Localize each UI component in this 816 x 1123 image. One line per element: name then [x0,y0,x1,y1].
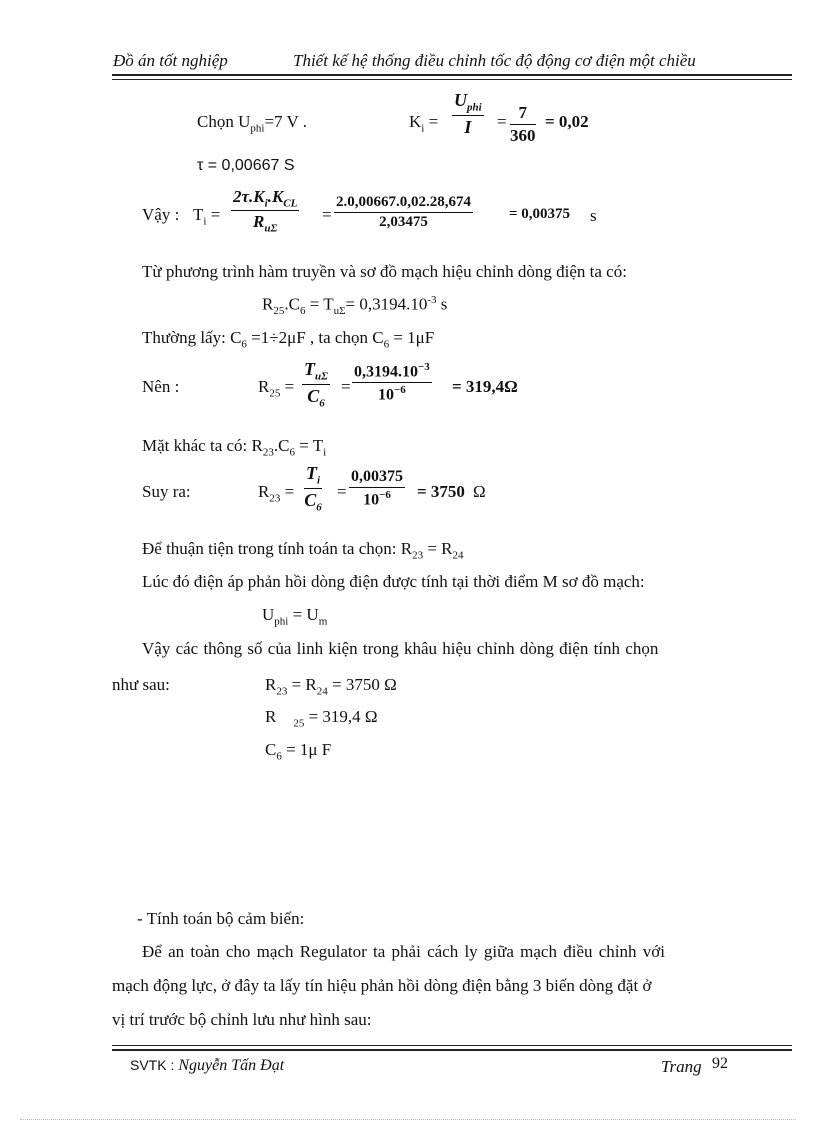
footer-page-number: 92 [712,1055,728,1072]
footer-rule-thin [112,1045,792,1046]
ti-fraction-symbolic: $2\tau.K_i.K_{CL}$ $R_{u\Sigma}$ [233,187,298,235]
header-rule-thin [112,79,792,80]
r23-r24-choice: Để thuận tiện trong tính toán ta chọn: $R_{23} = R_{24}$ [142,539,464,562]
r25-equals: = [341,377,351,396]
ki-equals: = [497,112,507,131]
r25-fraction-symbolic: $T_{u\Sigma}$ $C_6$ [304,359,328,410]
r25-lhs: $R_{25}$ = [258,377,295,400]
header-title: Thiết kế hệ thống điều chỉnh tốc độ động cơ điện một chiều [293,51,696,70]
uphi-um-equation: $U_{phi} = U_m$ [262,605,328,628]
r23-c6-relation: Mặt khác ta có: $R_{23}.C_6 = T_i$ [142,436,327,459]
nhusau-label: như sau: [112,675,170,694]
result-r23-r24: $R_{23} = R_{24} = 3750$ Ω [265,675,397,698]
footer-author: SVTK : Nguyễn Tấn Đạt [130,1057,285,1074]
c6-selection: Thường lấy: $C_6 =1\div 2\mu F$ , ta chọn $C_6 = 1\mu F$ [142,328,435,351]
ti-unit: s [590,206,597,225]
footer-page-label: Trang [661,1057,702,1076]
vay-label: Vậy : [142,205,180,224]
ti-equals: = [322,205,332,224]
para-feedback-voltage: Lúc đó điện áp phản hồi dòng điện được tính tại thời điểm M sơ đồ mạch: [142,572,645,591]
para-transfer-function: Từ phương trình hàm truyền và sơ đồ mạch hiệu chỉnh dòng điện ta có: [142,262,627,281]
tau-line: τ = 0,00667 S [197,157,295,174]
header-rule-thick [112,74,792,76]
para-isolation-line3: vị trí trước bộ chỉnh lưu như hình sau: [112,1010,372,1029]
choose-uphi: Chọn $U_{phi}=7$ V . [197,112,307,135]
header-doc-type: Đồ án tốt nghiệp [113,51,228,70]
r23-equals: = [337,482,347,501]
nen-label: Nên : [142,377,180,396]
r23-unit: Ω [473,482,486,501]
ki-fraction-numeric: $\frac{7}{360}$ [510,103,536,145]
r23-fraction-symbolic: $\frac{T_i}{C_6}$ [304,463,322,514]
ki-result: = 0,02 [545,112,589,131]
footer-rule-thick [112,1049,792,1051]
r25-result: = 319,4Ω [452,377,518,396]
r25-c6-equation: $R_{25}.C_6 = T_{u\Sigma}= 0,3194.10^{-3}$ s [262,294,448,318]
bottom-dotted-border [20,1119,796,1120]
suyra-label: Suy ra: [142,482,191,501]
ki-fraction-symbolic: $U_{phi}$ I [454,90,482,137]
ti-fraction-numeric: $\frac{2.0,00667.0,02.28,674}{2,03475}$ [336,194,471,230]
r23-result: = 3750 [417,482,465,501]
r25-fraction-numeric: $\frac{0,3194.10^{-3}}{10^{-6}}$ [354,361,430,404]
ti-lhs: $T_i$ = [193,205,221,228]
ki-lhs: $K_i$ = [409,112,439,135]
result-c6: $C_6 = 1\mu$ F [265,740,332,763]
result-r25: R $_{25}$ = 319,4 Ω [265,707,378,730]
para-component-summary: Vậy các thông số của linh kiện trong khâu hiệu chỉnh dòng điện tính chọn [142,639,659,658]
para-isolation-line1: Để an toàn cho mạch Regulator ta phải cách ly giữa mạch điều chỉnh với [142,942,665,961]
r23-lhs: $R_{23}$ = [258,482,295,505]
ti-result: = 0,00375 [509,206,571,222]
para-isolation-line2: mạch động lực, ở đây ta lấy tín hiệu phản hồi dòng điện bằng 3 biến dòng đặt ở [112,976,652,995]
r23-fraction-numeric: $\frac{0,00375}{10^{-6}}$ [351,468,403,509]
section-sensor-heading: - Tính toán bộ cảm biến: [137,909,305,928]
